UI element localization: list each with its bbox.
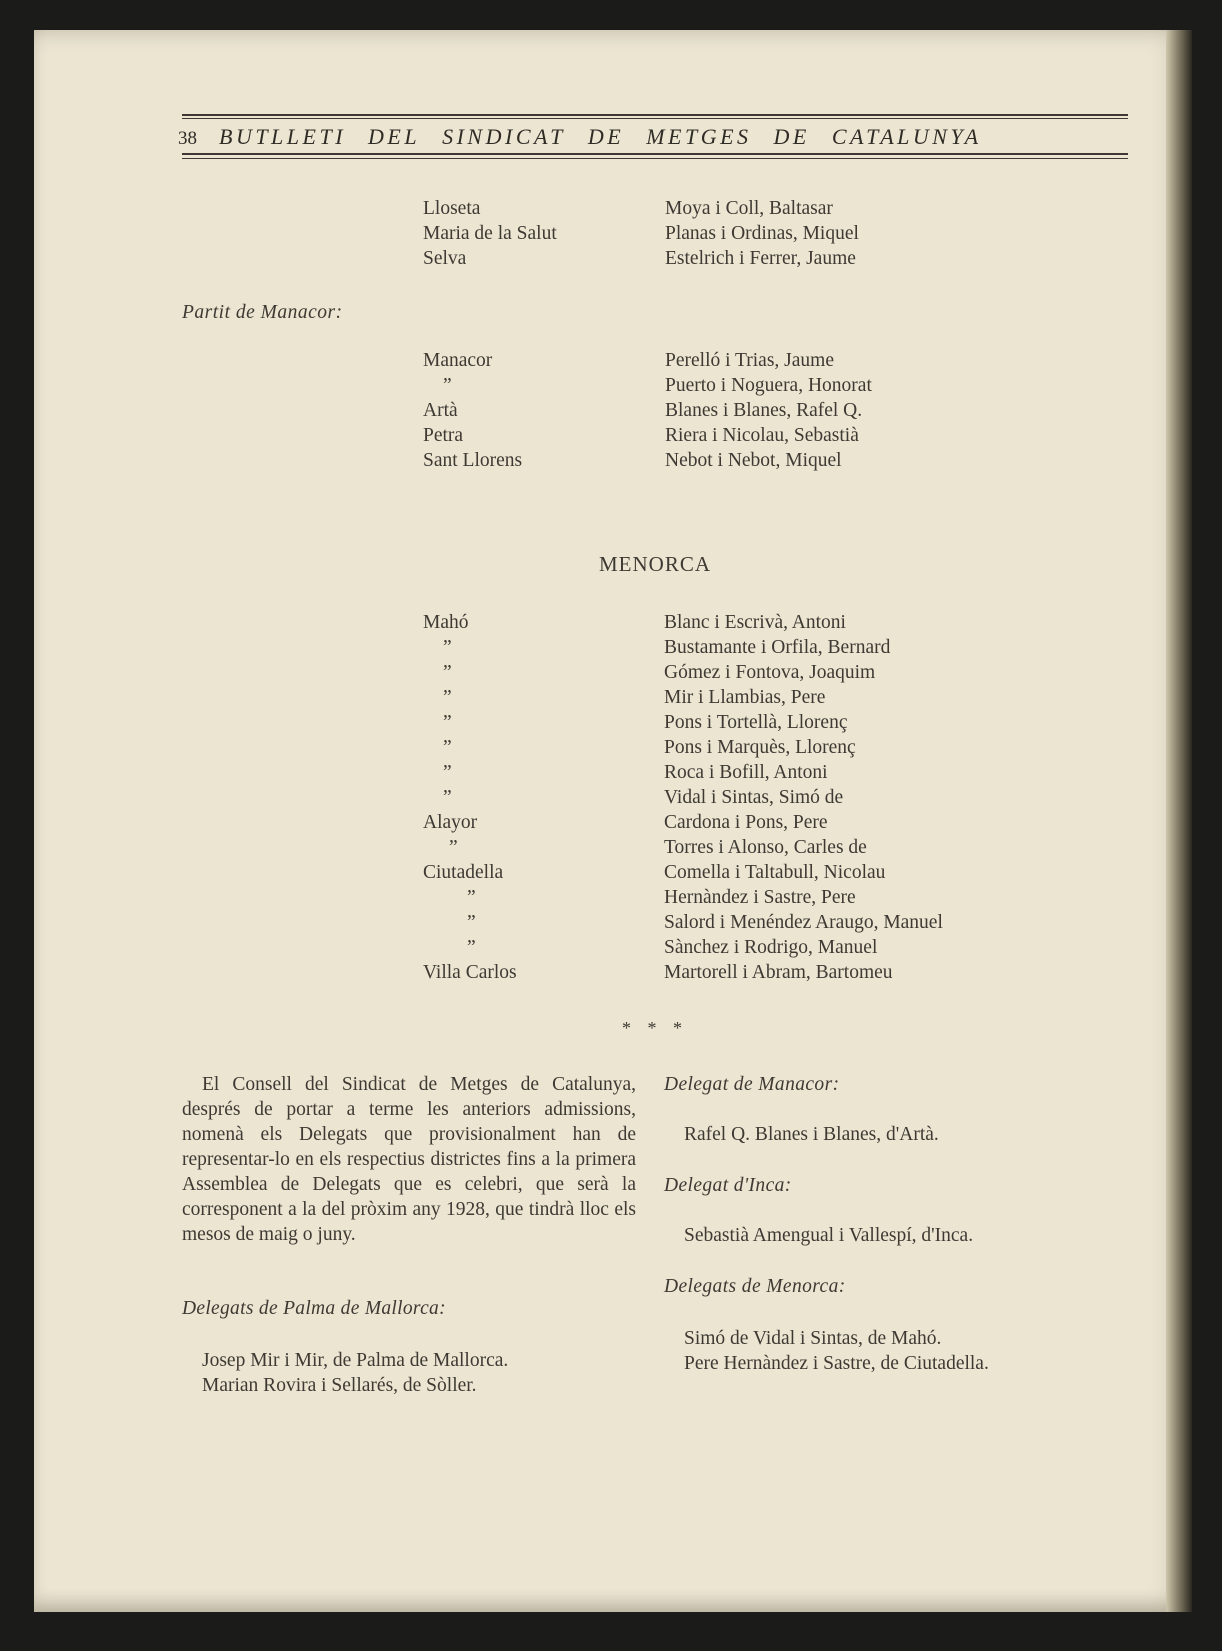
doctor-name: Mir i Llambias, Pere: [664, 687, 826, 708]
palma-delegates-heading: Delegats de Palma de Mallorca:: [182, 1298, 446, 1319]
doctor-name: Puerto i Noguera, Honorat: [665, 375, 872, 396]
ditto-mark: ”: [467, 912, 476, 933]
menorca-delegates-list: [684, 1326, 989, 1376]
header-word: DEL: [368, 124, 421, 149]
page-spine-shadow: [1166, 30, 1192, 1612]
palma-delegates-list: [202, 1348, 508, 1398]
manacor-delegate-entry: Rafel Q. Blanes i Blanes, d'Artà.: [684, 1124, 939, 1145]
doctor-name: Moya i Coll, Baltasar: [665, 198, 833, 219]
ditto-mark: ”: [467, 887, 476, 908]
doctor-name: Gómez i Fontova, Joaquim: [664, 662, 876, 683]
manacor-delegate-heading: Delegat de Manacor:: [664, 1074, 840, 1095]
place-name: Mahó: [423, 612, 469, 633]
doctor-name: Planas i Ordinas, Miquel: [665, 223, 859, 244]
doctor-name: Roca i Bofill, Antoni: [664, 762, 828, 783]
top-places-column: [423, 196, 557, 271]
doctor-name: Perelló i Trias, Jaume: [665, 350, 834, 371]
header-word: DE: [587, 124, 625, 149]
menorca-delegates-heading: Delegats de Menorca:: [664, 1276, 846, 1297]
ditto-mark: ”: [443, 712, 452, 733]
manacor-places-column: [423, 348, 522, 473]
header-rule-top-thin: [182, 118, 1128, 119]
header-word: METGES: [646, 124, 752, 149]
place-name: Maria de la Salut: [423, 223, 557, 244]
doctor-name: Hernàndez i Sastre, Pere: [664, 887, 856, 908]
place-name: Ciutadella: [423, 862, 504, 883]
delegate-entry: Pere Hernàndez i Sastre, de Ciutadella.: [684, 1353, 989, 1374]
doctor-name: Martorell i Abram, Bartomeu: [664, 962, 893, 983]
doctor-name: Blanc i Escrivà, Antoni: [664, 612, 846, 633]
place-name: Manacor: [423, 350, 493, 371]
doctor-name: Pons i Marquès, Llorenç: [664, 737, 856, 758]
header-rule-top: [182, 114, 1128, 116]
header-word: DE: [773, 124, 810, 149]
doctor-name: Salord i Menéndez Araugo, Manuel: [664, 912, 943, 933]
doctor-name: Pons i Tortellà, Llorenç: [664, 712, 848, 733]
place-name: Alayor: [423, 812, 478, 833]
menorca-places-column: [423, 610, 517, 985]
ditto-mark: ”: [443, 762, 452, 783]
inca-delegate-entry: Sebastià Amengual i Vallespí, d'Inca.: [684, 1225, 974, 1246]
council-paragraph: El Consell del Sindicat de Metges de Catalunya, després de portar a terme les anteriors admissions, nomenà els Delegats que provisionalment han de representar-lo en els respectius districtes fins a la primera Assemblea de Delegats que es celebri, que serà la corresponent a la del pròxim any 1928, que tindrà lloc els mesos de maig o juny.: [182, 1074, 636, 1245]
doctor-name: Cardona i Pons, Pere: [664, 812, 828, 833]
header-word: BUTLLETI: [219, 124, 347, 149]
menorca-names-column: [664, 610, 943, 985]
place-name: Artà: [423, 400, 458, 421]
header-word: CATALUNYA: [831, 124, 982, 149]
ditto-mark: ”: [467, 937, 476, 958]
delegate-entry: Josep Mir i Mir, de Palma de Mallorca.: [202, 1350, 509, 1371]
header-rule-bottom: [182, 153, 1128, 155]
doctor-name: Estelrich i Ferrer, Jaume: [665, 248, 856, 269]
doctor-name: Riera i Nicolau, Sebastià: [665, 425, 859, 446]
delegate-entry: Marian Rovira i Sellarés, de Sòller.: [202, 1375, 477, 1396]
asterism-separator: * * *: [622, 1018, 688, 1038]
page-number: 38: [178, 128, 197, 149]
partit-label: Partit de Manacor:: [182, 302, 343, 323]
doctor-name: Sànchez i Rodrigo, Manuel: [664, 937, 878, 958]
place-name: Villa Carlos: [423, 962, 517, 983]
ditto-mark: ”: [443, 375, 452, 396]
place-name: Selva: [423, 248, 467, 269]
manacor-names-column: [665, 348, 872, 473]
doctor-name: Blanes i Blanes, Rafel Q.: [665, 400, 863, 421]
doctor-name: Bustamante i Orfila, Bernard: [664, 637, 891, 658]
place-name: Lloseta: [423, 198, 481, 219]
ditto-mark: ”: [443, 787, 452, 808]
doctor-name: Torres i Alonso, Carles de: [664, 837, 867, 858]
doctor-name: Vidal i Sintas, Simó de: [664, 787, 844, 808]
ditto-mark: ”: [443, 737, 452, 758]
header-rule-bottom-thin: [182, 158, 1128, 159]
delegate-entry: Simó de Vidal i Sintas, de Mahó.: [684, 1328, 942, 1349]
doctor-name: Comella i Taltabull, Nicolau: [664, 862, 886, 883]
ditto-mark: ”: [443, 687, 452, 708]
header-word: SINDICAT: [442, 124, 566, 149]
ditto-mark: ”: [449, 837, 458, 858]
doctor-name: Nebot i Nebot, Miquel: [665, 450, 842, 471]
ditto-mark: ”: [443, 662, 452, 683]
inca-delegate-heading: Delegat d'Inca:: [664, 1175, 792, 1196]
running-header: [178, 124, 1130, 150]
place-name: Sant Llorens: [423, 450, 523, 471]
ditto-mark: ”: [443, 637, 452, 658]
place-name: Petra: [423, 425, 464, 446]
top-names-column: [665, 196, 859, 271]
section-heading-menorca: MENORCA: [598, 552, 711, 576]
